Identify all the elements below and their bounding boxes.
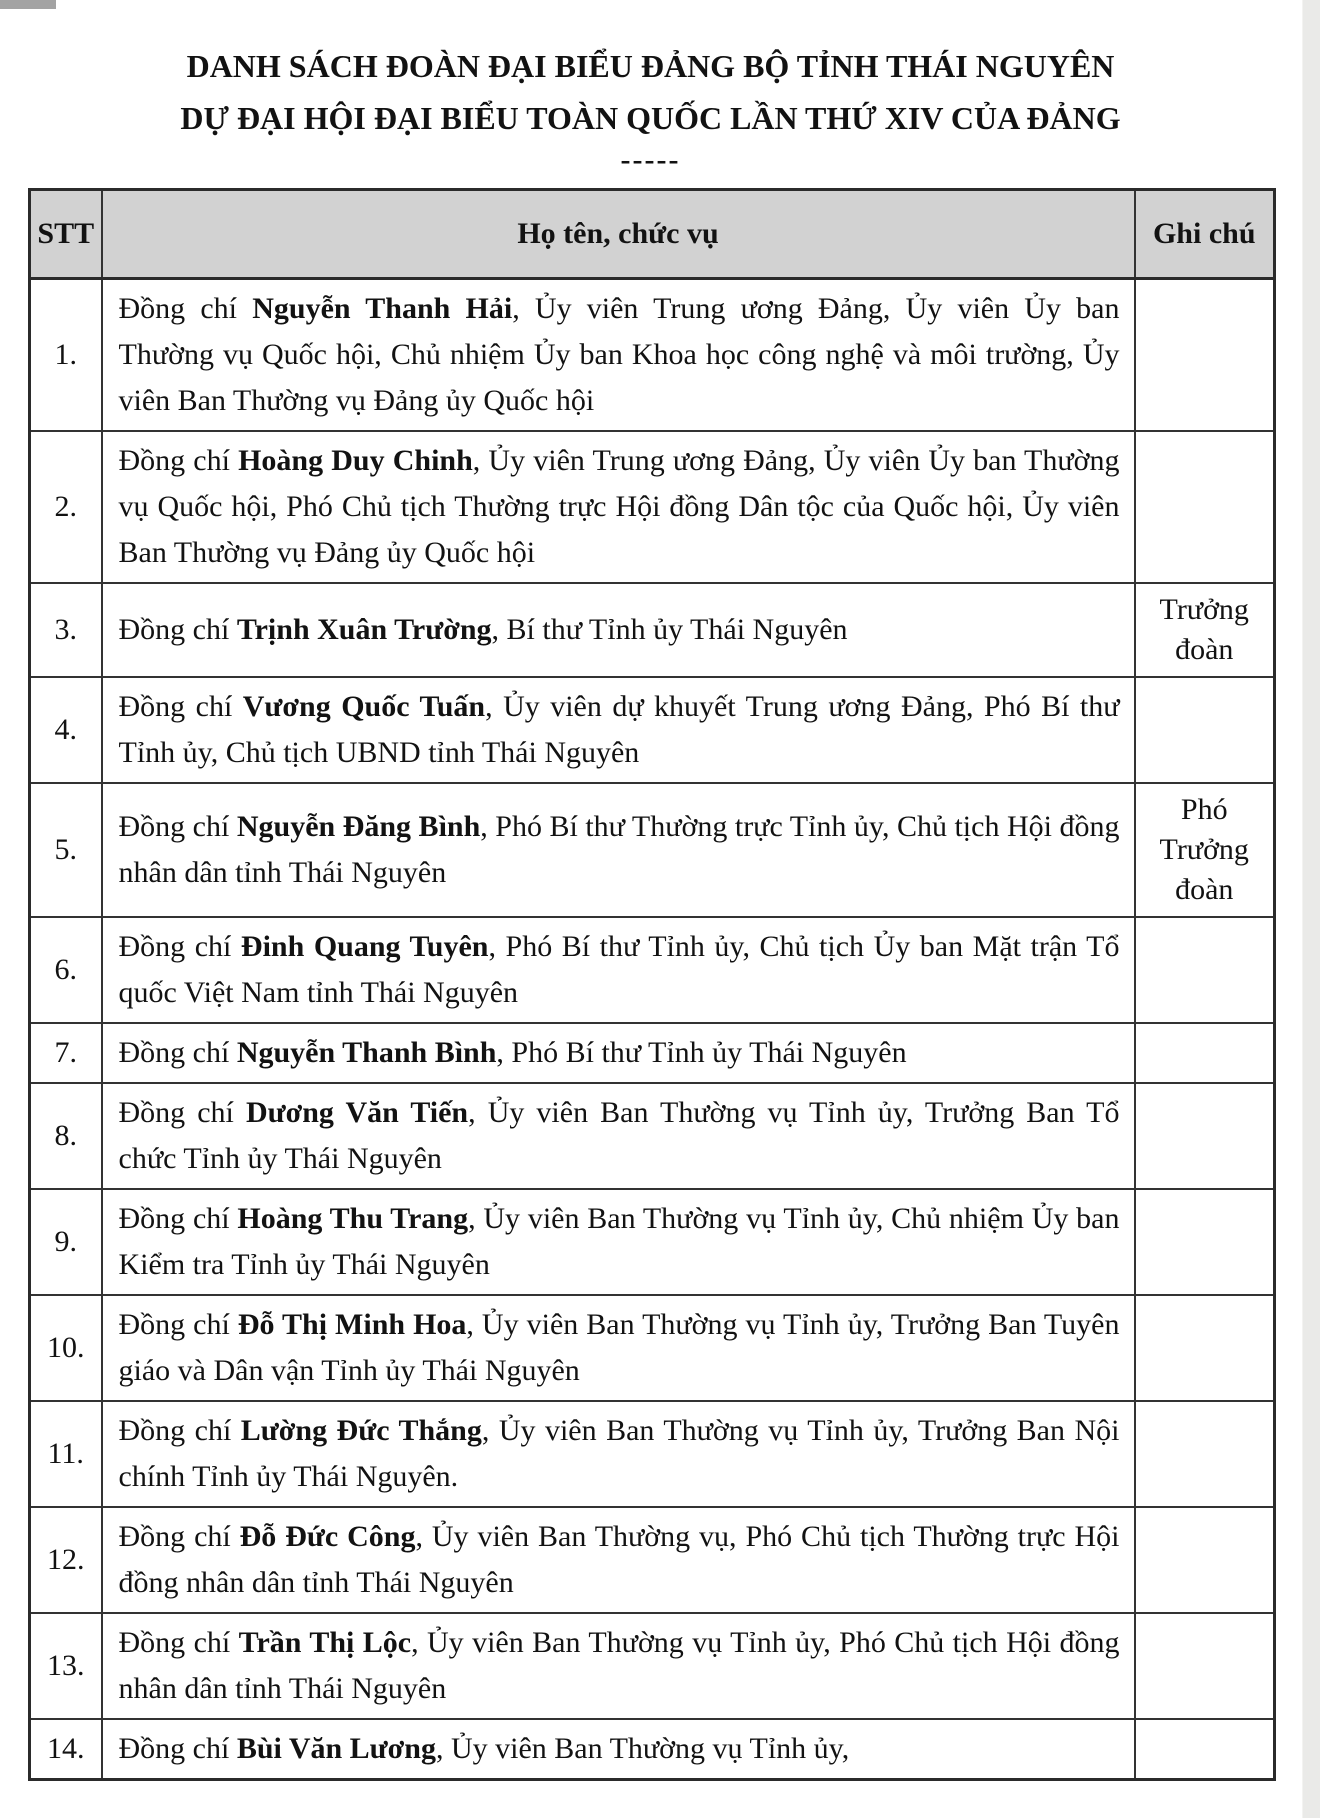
row-person xyxy=(102,917,1135,1023)
row-note xyxy=(1135,917,1275,1023)
table-body xyxy=(30,279,1275,1780)
header-row xyxy=(30,190,1275,279)
table-row xyxy=(30,1083,1275,1189)
table-row xyxy=(30,783,1275,917)
person-role: , Ủy viên Trung ương Đảng, Ủy viên Ủy ban Thường vụ Quốc hội, Phó Chủ tịch Thường trực Hội đồng Dân tộc của Quốc hội, Ủy viên Ban Thường vụ Đảng ủy Quốc hội xyxy=(118,444,1120,569)
row-person xyxy=(102,1189,1135,1295)
row-person xyxy=(102,783,1135,917)
person-role: , Bí thư Tỉnh ủy Thái Nguyên xyxy=(491,613,848,646)
person-name: Trịnh Xuân Trường xyxy=(236,613,492,646)
person-role: , Phó Bí thư Thường trực Tỉnh ủy, Chủ tịch Hội đồng nhân dân tỉnh Thái Nguyên xyxy=(118,810,1120,889)
table-row xyxy=(30,1613,1275,1719)
row-note xyxy=(1135,1719,1275,1780)
row-person xyxy=(102,1023,1135,1083)
person-prefix: Đồng chí xyxy=(118,1308,238,1341)
person-name: Lường Đức Thắng xyxy=(240,1414,482,1447)
row-index: 14. xyxy=(30,1719,102,1780)
delegates-table xyxy=(28,188,1276,1781)
row-index: 6. xyxy=(30,917,102,1023)
row-note: Phó Trưởng đoàn xyxy=(1135,783,1275,917)
table-row xyxy=(30,583,1275,677)
row-note xyxy=(1135,1189,1275,1295)
person-name: Đỗ Đức Công xyxy=(239,1520,416,1553)
row-note xyxy=(1135,279,1275,432)
person-role: , Ủy viên Ban Thường vụ, Phó Chủ tịch Thường trực Hội đồng nhân dân tỉnh Thái Nguyên xyxy=(118,1520,1120,1599)
row-index: 13. xyxy=(30,1613,102,1719)
table-row xyxy=(30,279,1275,432)
table-row xyxy=(30,1189,1275,1295)
person-name: Đinh Quang Tuyên xyxy=(240,930,489,963)
person-prefix: Đồng chí xyxy=(118,444,239,477)
person-role: , Phó Bí thư Tỉnh ủy Thái Nguyên xyxy=(496,1036,907,1069)
person-prefix: Đồng chí xyxy=(118,613,237,646)
header-name-role: Họ tên, chức vụ xyxy=(102,190,1135,279)
row-note: Trưởng đoàn xyxy=(1135,583,1275,677)
person-prefix: Đồng chí xyxy=(118,292,253,325)
row-index: 7. xyxy=(30,1023,102,1083)
row-index: 3. xyxy=(30,583,102,677)
row-person xyxy=(102,1083,1135,1189)
table-row xyxy=(30,1295,1275,1401)
row-note xyxy=(1135,677,1275,783)
table-row xyxy=(30,1719,1275,1780)
person-name: Trần Thị Lộc xyxy=(238,1626,412,1659)
row-note xyxy=(1135,1295,1275,1401)
row-person xyxy=(102,1613,1135,1719)
header-note: Ghi chú xyxy=(1135,190,1275,279)
person-role: , Ủy viên Ban Thường vụ Tỉnh ủy, Phó Chủ tịch Hội đồng nhân dân tỉnh Thái Nguyên xyxy=(118,1626,1120,1705)
document-page xyxy=(28,0,1273,1781)
person-role: , Ủy viên Trung ương Đảng, Ủy viên Ủy ban Thường vụ Quốc hội, Chủ nhiệm Ủy ban Khoa học công nghệ và môi trường, Ủy viên Ban Thường vụ Đảng ủy Quốc hội xyxy=(118,292,1120,417)
person-name: Đỗ Thị Minh Hoa xyxy=(237,1308,467,1341)
title-divider: ----- xyxy=(620,143,681,176)
person-name: Bùi Văn Lương xyxy=(236,1732,436,1765)
row-note xyxy=(1135,431,1275,583)
row-index: 8. xyxy=(30,1083,102,1189)
person-role: , Ủy viên dự khuyết Trung ương Đảng, Phó Bí thư Tỉnh ủy, Chủ tịch UBND tỉnh Thái Nguyên xyxy=(118,690,1120,769)
row-person xyxy=(102,1507,1135,1613)
person-role: , Phó Bí thư Tỉnh ủy, Chủ tịch Ủy ban Mặt trận Tổ quốc Việt Nam tỉnh Thái Nguyên xyxy=(118,930,1120,1009)
person-role: , Ủy viên Ban Thường vụ Tỉnh ủy, Trưởng Ban Tuyên giáo và Dân vận Tỉnh ủy Thái Nguyên xyxy=(118,1308,1120,1387)
person-prefix: Đồng chí xyxy=(118,1202,238,1235)
person-name: Vương Quốc Tuấn xyxy=(242,690,486,723)
person-role: , Ủy viên Ban Thường vụ Tỉnh ủy, Chủ nhiệm Ủy ban Kiểm tra Tỉnh ủy Thái Nguyên xyxy=(118,1202,1120,1281)
table-row xyxy=(30,1507,1275,1613)
person-role: , Ủy viên Ban Thường vụ Tỉnh ủy, Trưởng Ban Tổ chức Tỉnh ủy Thái Nguyên xyxy=(118,1096,1120,1175)
row-index: 9. xyxy=(30,1189,102,1295)
row-person xyxy=(102,1719,1135,1780)
title-line-2: DỰ ĐẠI HỘI ĐẠI BIỂU TOÀN QUỐC LẦN THỨ XIV CỦA ĐẢNG xyxy=(180,100,1121,136)
table-header xyxy=(30,190,1275,279)
person-prefix: Đồng chí xyxy=(118,1626,239,1659)
row-index: 10. xyxy=(30,1295,102,1401)
table-row xyxy=(30,1023,1275,1083)
person-name: Hoàng Duy Chinh xyxy=(238,444,473,477)
row-index: 4. xyxy=(30,677,102,783)
person-prefix: Đồng chí xyxy=(118,1096,246,1129)
row-person xyxy=(102,431,1135,583)
row-index: 1. xyxy=(30,279,102,432)
row-note xyxy=(1135,1083,1275,1189)
row-note xyxy=(1135,1507,1275,1613)
person-name: Dương Văn Tiến xyxy=(245,1096,469,1129)
header-stt: STT xyxy=(30,190,102,279)
row-index: 5. xyxy=(30,783,102,917)
row-person xyxy=(102,1401,1135,1507)
person-role: , Ủy viên Ban Thường vụ Tỉnh ủy, Trưởng Ban Nội chính Tỉnh ủy Thái Nguyên. xyxy=(118,1414,1120,1493)
person-name: Nguyễn Thanh Hải xyxy=(252,292,513,325)
row-index: 11. xyxy=(30,1401,102,1507)
document-title xyxy=(28,40,1273,144)
person-name: Nguyễn Thanh Bình xyxy=(236,1036,497,1069)
person-prefix: Đồng chí xyxy=(118,1732,237,1765)
table-row xyxy=(30,917,1275,1023)
title-line-1: DANH SÁCH ĐOÀN ĐẠI BIỂU ĐẢNG BỘ TỈNH THÁI NGUYÊN xyxy=(186,48,1115,84)
person-name: Hoàng Thu Trang xyxy=(237,1202,469,1235)
person-role: , Ủy viên Ban Thường vụ Tỉnh ủy, xyxy=(435,1732,850,1765)
row-note xyxy=(1135,1613,1275,1719)
row-person xyxy=(102,583,1135,677)
person-prefix: Đồng chí xyxy=(118,1414,241,1447)
row-person xyxy=(102,1295,1135,1401)
person-prefix: Đồng chí xyxy=(118,1520,240,1553)
row-index: 2. xyxy=(30,431,102,583)
person-name: Nguyễn Đăng Bình xyxy=(236,810,481,843)
row-person xyxy=(102,677,1135,783)
scan-edge-strip xyxy=(1302,0,1320,1818)
row-person xyxy=(102,279,1135,432)
row-note xyxy=(1135,1023,1275,1083)
person-prefix: Đồng chí xyxy=(118,930,241,963)
table-row xyxy=(30,431,1275,583)
person-prefix: Đồng chí xyxy=(118,690,243,723)
row-index: 12. xyxy=(30,1507,102,1613)
person-prefix: Đồng chí xyxy=(118,810,237,843)
person-prefix: Đồng chí xyxy=(118,1036,237,1069)
table-row xyxy=(30,1401,1275,1507)
row-note xyxy=(1135,1401,1275,1507)
table-row xyxy=(30,677,1275,783)
